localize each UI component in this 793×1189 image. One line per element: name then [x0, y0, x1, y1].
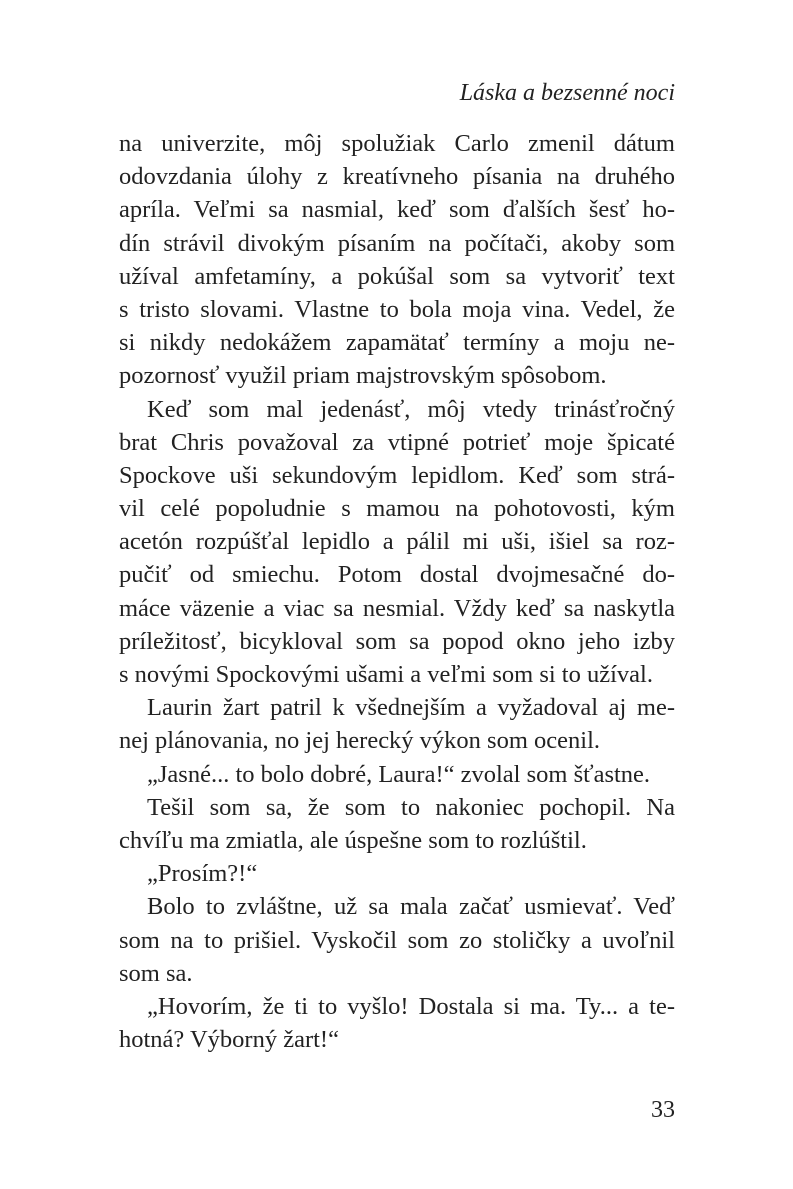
text-line: Bolo to zvláštne, už sa mala začať usmievať. Veď [147, 893, 675, 921]
running-head: Láska a bezsenné noci [459, 80, 675, 106]
text-line: užíval amfetamíny, a pokúšal som sa vytvoriť text [119, 262, 675, 290]
text-line: som na to prišiel. Vyskočil som zo stoličky a uvoľnil [119, 926, 675, 954]
text-line: si nikdy nedokážem zapamätať termíny a moju ne- [119, 329, 675, 357]
text-line: „Prosím?!“ [147, 860, 258, 888]
text-line: s tristo slovami. Vlastne to bola moja vina. Vedel, že [119, 295, 675, 323]
text-line: som sa. [119, 959, 193, 987]
text-line: Laurin žart patril k všednejším a vyžadoval aj me- [147, 694, 675, 722]
text-line: na univerzite, môj spolužiak Carlo zmenil dátum [119, 130, 675, 157]
text-line: príležitosť, bicykloval som sa popod okno jeho izby [119, 627, 675, 655]
text-line: vil celé popoludnie s mamou na pohotovosti, kým [119, 495, 675, 523]
text-line: acetón rozpúšťal lepidlo a pálil mi uši, išiel sa roz- [119, 528, 675, 556]
text-line: „Hovorím, že ti to vyšlo! Dostala si ma. Ty... a te- [147, 992, 675, 1020]
body-text [119, 127, 675, 1056]
text-line: Spockove uši sekundovým lepidlom. Keď som strá- [119, 461, 675, 489]
page-number: 33 [651, 1097, 675, 1123]
text-line: pučiť od smiechu. Potom dostal dvojmesačné do- [119, 561, 675, 589]
text-line: Keď som mal jedenásť, môj vtedy trinásťročný [147, 395, 675, 423]
text-line: „Jasné... to bolo dobré, Laura!“ zvolal som šťastne. [147, 760, 651, 788]
text-line: s novými Spockovými ušami a veľmi som si to užíval. [119, 661, 653, 688]
text-line: pozornosť využil priam majstrovským spôsobom. [119, 362, 607, 390]
text-line: odovzdania úlohy z kreatívneho písania na druhého [119, 163, 675, 191]
text-line: brat Chris považoval za vtipné potrieť moje špicaté [119, 428, 675, 456]
text-line: hotná? Výborný žart!“ [119, 1026, 339, 1054]
text-line: Tešil som sa, že som to nakoniec pochopil. Na [147, 793, 675, 821]
text-line: nej plánovania, no jej herecký výkon som ocenil. [119, 727, 601, 755]
text-line: apríla. Veľmi sa nasmial, keď som ďalších šesť ho- [119, 196, 675, 224]
text-line: dín strávil divokým písaním na počítači, akoby som [119, 229, 675, 257]
text-line: chvíľu ma zmiatla, ale úspešne som to rozlúštil. [119, 826, 587, 854]
text-line: máce väzenie a viac sa nesmial. Vždy keď sa naskytla [119, 594, 675, 622]
